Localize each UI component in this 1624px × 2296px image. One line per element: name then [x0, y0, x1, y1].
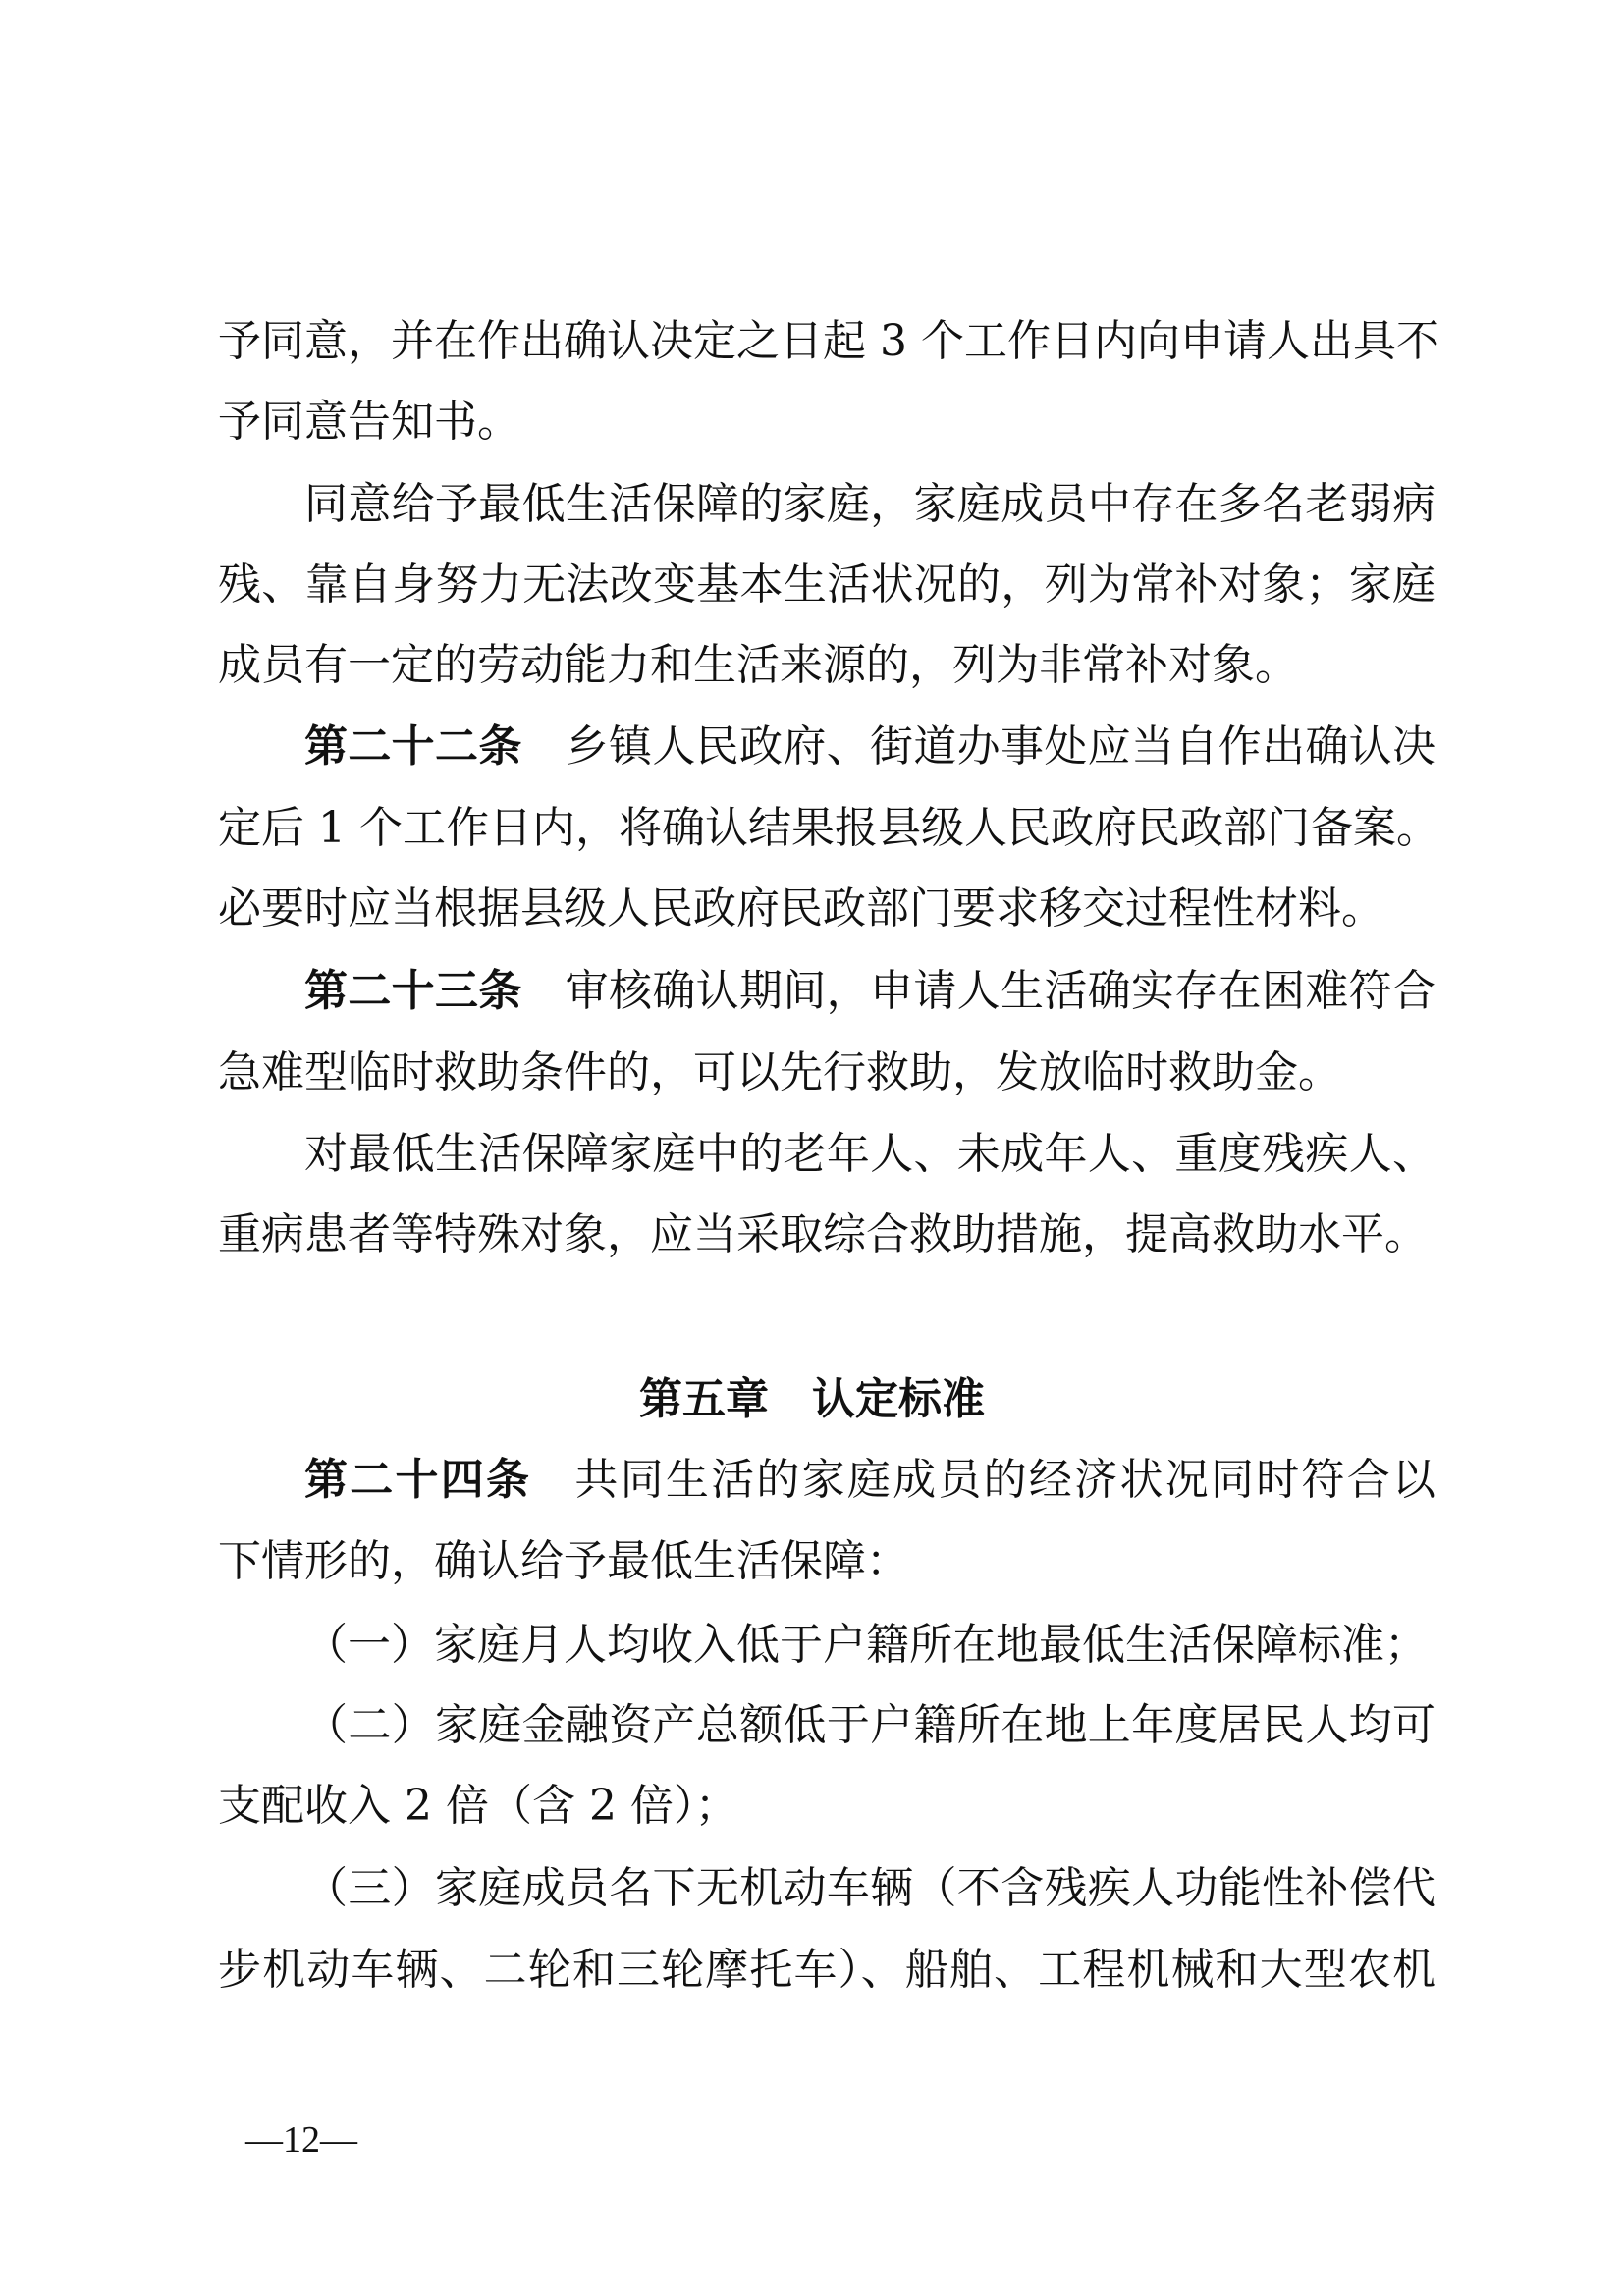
list-item-line: （一）家庭月人均收入低于户籍所在地最低生活保障标准； — [304, 1620, 1428, 1670]
paragraph-line: 下情形的，确认给予最低生活保障： — [218, 1536, 909, 1586]
paragraph-line: 同意给予最低生活保障的家庭，家庭成员中存在多名老弱病 — [304, 479, 1435, 529]
list-item-line: （二）家庭金融资产总额低于户籍所在地上年度居民人均可 — [304, 1700, 1435, 1750]
list-item-line: （三）家庭成员名下无机动车辆（不含残疾人功能性补偿代 — [304, 1863, 1435, 1913]
article-line — [304, 962, 1435, 1021]
article-text: 共同生活的家庭成员的经济状况同时符合以 — [574, 1455, 1436, 1505]
paragraph-line: 对最低生活保障家庭中的老年人、未成年人、重度残疾人、 — [304, 1129, 1435, 1179]
article-label: 第二十四条 — [304, 1455, 532, 1505]
paragraph-line: 重病患者等特殊对象，应当采取综合救助措施，提高救助水平。 — [218, 1209, 1428, 1259]
paragraph-line: 定后 1 个工作日内，将确认结果报县级人民政府民政部门备案。 — [218, 803, 1439, 853]
article-label: 第二十二条 — [304, 721, 522, 772]
article-line — [304, 718, 1435, 776]
article-label: 第二十三条 — [304, 966, 522, 1016]
paragraph-line: 步机动车辆、二轮和三轮摩托车）、船舶、工程机械和大型农机 — [218, 1945, 1435, 1995]
paragraph-line: 予同意，并在作出确认决定之日起 3 个工作日内向申请人出具不 — [218, 316, 1439, 366]
paragraph-line: 残、靠自身努力无法改变基本生活状况的，列为常补对象；家庭 — [218, 560, 1435, 610]
article-line — [304, 1451, 1435, 1510]
paragraph-line: 必要时应当根据县级人民政府民政部门要求移交过程性材料。 — [218, 883, 1384, 934]
paragraph-line: 予同意告知书。 — [218, 397, 520, 447]
article-text: 乡镇人民政府、街道办事处应当自作出确认决 — [565, 721, 1436, 772]
paragraph-line: 成员有一定的劳动能力和生活来源的，列为非常补对象。 — [218, 640, 1298, 690]
chapter-heading: 第五章 认定标准 — [639, 1374, 985, 1424]
paragraph-line: 急难型临时救助条件的，可以先行救助，发放临时救助金。 — [218, 1047, 1341, 1097]
page-number: —12— — [245, 2119, 357, 2161]
paragraph-line: 支配收入 2 倍（含 2 倍）； — [218, 1781, 738, 1831]
article-text: 审核确认期间，申请人生活确实存在困难符合 — [565, 966, 1436, 1016]
